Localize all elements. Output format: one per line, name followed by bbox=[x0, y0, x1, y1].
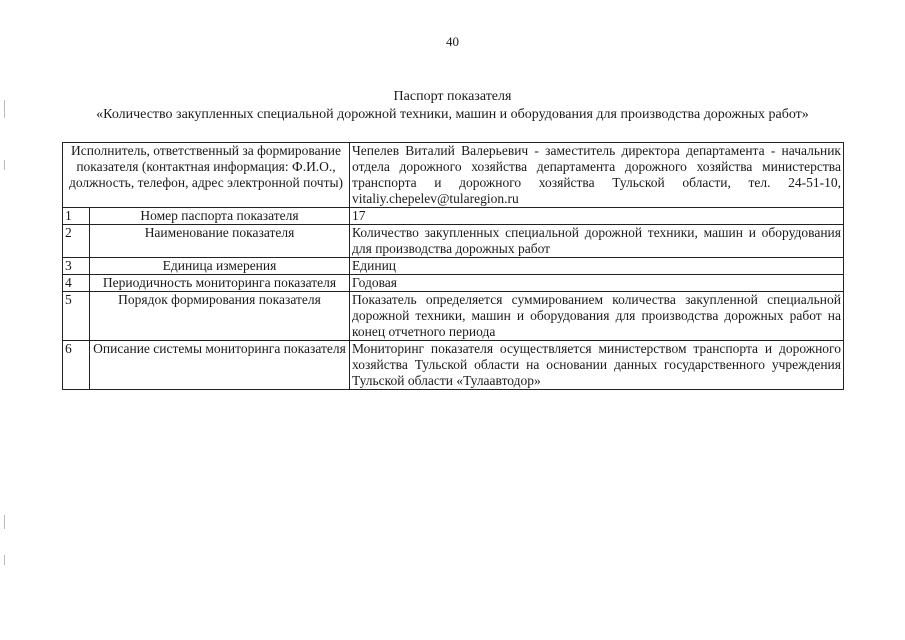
row-value: 17 bbox=[350, 208, 844, 225]
scan-mark bbox=[4, 515, 5, 529]
row-label: Порядок формирования показателя bbox=[90, 292, 350, 341]
row-number: 3 bbox=[63, 258, 90, 275]
page-number: 40 bbox=[446, 34, 459, 49]
scan-mark bbox=[4, 100, 5, 118]
row-number: 4 bbox=[63, 275, 90, 292]
table-row bbox=[63, 275, 844, 292]
title-line-2: «Количество закупленных специальной дорожной техники, машин и оборудования для производства дорожных работ» bbox=[96, 107, 809, 122]
row-value: Мониторинг показателя осуществляется министерством транспорта и дорожного хозяйства Тульской области на основании данных государственного учреждения Тульской области «Тулаавтодор» bbox=[350, 341, 844, 390]
scan-mark bbox=[4, 555, 5, 565]
row-label: Номер паспорта показателя bbox=[90, 208, 350, 225]
title-line-1: Паспорт показателя bbox=[393, 89, 512, 104]
table-row bbox=[63, 292, 844, 341]
row-number: 6 bbox=[63, 341, 90, 390]
row-value: Годовая bbox=[350, 275, 844, 292]
responsible-value: Чепелев Виталий Валерьевич - заместитель директора департамента - начальник отдела дорожного хозяйства департамента дорожного хозяйства министерства транспорта и дорожного хозяйства Тульской области, тел. 24-51-10, vitaliy.chepelev@tularegion.ru bbox=[350, 143, 844, 208]
row-label: Описание системы мониторинга показателя bbox=[90, 341, 350, 390]
responsible-label: Исполнитель, ответственный за формирование показателя (контактная информация: Ф.И.О., должность, телефон, адрес электронной почты) bbox=[63, 143, 350, 208]
passport-table bbox=[62, 142, 844, 390]
table-row bbox=[63, 341, 844, 390]
scan-mark bbox=[4, 160, 5, 170]
table-row bbox=[63, 208, 844, 225]
document-title bbox=[40, 88, 865, 124]
row-number: 5 bbox=[63, 292, 90, 341]
row-number: 1 bbox=[63, 208, 90, 225]
table-header-row bbox=[63, 143, 844, 208]
row-value: Количество закупленных специальной дорожной техники, машин и оборудования для производства дорожных работ bbox=[350, 225, 844, 258]
row-label: Единица измерения bbox=[90, 258, 350, 275]
row-value: Показатель определяется суммированием количества закупленной специальной дорожной техники, машин и оборудования для производства дорожных работ на конец отчетного периода bbox=[350, 292, 844, 341]
row-number: 2 bbox=[63, 225, 90, 258]
table-row bbox=[63, 225, 844, 258]
row-value: Единиц bbox=[350, 258, 844, 275]
row-label: Наименование показателя bbox=[90, 225, 350, 258]
row-label: Периодичность мониторинга показателя bbox=[90, 275, 350, 292]
table-row bbox=[63, 258, 844, 275]
